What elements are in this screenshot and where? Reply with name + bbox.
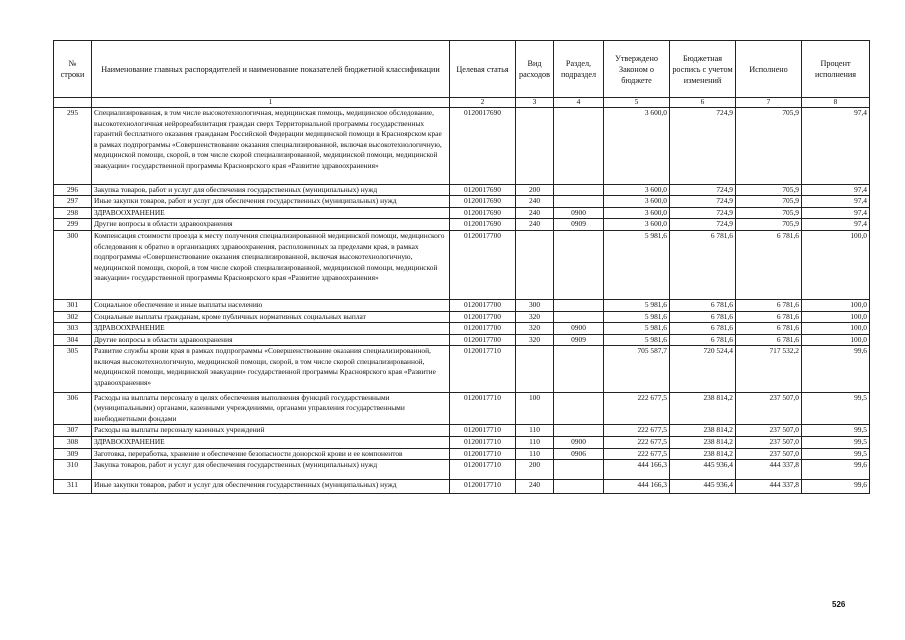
expense-type-cell: 200 xyxy=(516,460,554,480)
column-number: 2 xyxy=(450,98,516,108)
row-number-cell: 304 xyxy=(54,334,92,346)
row-number-cell: 310 xyxy=(54,460,92,480)
approved-cell: 444 166,3 xyxy=(604,460,670,480)
percent-cell: 97,4 xyxy=(802,108,870,185)
table-row xyxy=(54,334,870,346)
section-cell xyxy=(554,311,604,323)
target-article-cell: 0120017710 xyxy=(450,448,516,460)
executed-cell: 6 781,6 xyxy=(736,323,802,335)
column-number xyxy=(54,98,92,108)
row-name-cell: Расходы на выплаты персоналу казенных учреждений xyxy=(92,425,450,437)
table-row xyxy=(54,392,870,425)
table-row xyxy=(54,196,870,208)
header-percent: Процент исполнения xyxy=(802,41,870,98)
row-name-cell: Расходы на выплаты персоналу в целях обеспечения выполнения функций государственными (муниципальными) органами, казенными учреждениями, органами управления государственными внебюджетными фондами xyxy=(92,392,450,425)
header-expense-type: Вид расходов xyxy=(516,41,554,98)
column-number: 5 xyxy=(604,98,670,108)
row-name-cell: Закупка товаров, работ и услуг для обеспечения государственных (муниципальных) нужд xyxy=(92,460,450,480)
approved-cell: 5 981,6 xyxy=(604,323,670,335)
percent-cell: 100,0 xyxy=(802,334,870,346)
table-row xyxy=(54,311,870,323)
executed-cell: 717 532,2 xyxy=(736,346,802,392)
section-cell xyxy=(554,346,604,392)
target-article-cell: 0120017710 xyxy=(450,437,516,449)
budget-list-cell: 6 781,6 xyxy=(670,299,736,311)
target-article-cell: 0120017700 xyxy=(450,334,516,346)
executed-cell: 705,9 xyxy=(736,108,802,185)
column-number: 3 xyxy=(516,98,554,108)
expense-type-cell: 110 xyxy=(516,425,554,437)
table-header-row xyxy=(54,41,870,98)
percent-cell: 99,5 xyxy=(802,448,870,460)
row-name-cell: Другие вопросы в области здравоохранения xyxy=(92,334,450,346)
approved-cell: 222 677,5 xyxy=(604,392,670,425)
header-approved: Утверждено Законом о бюджете xyxy=(604,41,670,98)
executed-cell: 6 781,6 xyxy=(736,311,802,323)
budget-execution-table xyxy=(53,40,870,494)
expense-type-cell xyxy=(516,346,554,392)
approved-cell: 222 677,5 xyxy=(604,448,670,460)
table-row xyxy=(54,323,870,335)
row-number-cell: 311 xyxy=(54,479,92,494)
budget-list-cell: 238 814,2 xyxy=(670,448,736,460)
row-name-cell: Заготовка, переработка, хранение и обеспечение безопасности донорской крови и ее компонентов xyxy=(92,448,450,460)
row-number-cell: 303 xyxy=(54,323,92,335)
row-name-cell: Развитие службы крови края в рамках подпрограммы «Совершенствование оказания специализированной, включая высокотехнологичную, медицинской помощи, скорой, в том числе скорой специализированной, медицинской помощи, медицинской эвакуации» государственной программы Красноярского края «Развитие здравоохранения» xyxy=(92,346,450,392)
expense-type-cell: 240 xyxy=(516,196,554,208)
column-number: 1 xyxy=(92,98,450,108)
section-cell xyxy=(554,479,604,494)
approved-cell: 5 981,6 xyxy=(604,230,670,299)
expense-type-cell xyxy=(516,230,554,299)
target-article-cell: 0120017700 xyxy=(450,230,516,299)
column-number: 7 xyxy=(736,98,802,108)
section-cell xyxy=(554,230,604,299)
executed-cell: 237 507,0 xyxy=(736,392,802,425)
row-number-cell: 306 xyxy=(54,392,92,425)
percent-cell: 99,6 xyxy=(802,346,870,392)
row-number-cell: 305 xyxy=(54,346,92,392)
expense-type-cell: 300 xyxy=(516,299,554,311)
target-article-cell: 0120017710 xyxy=(450,460,516,480)
table-row xyxy=(54,108,870,185)
section-cell: 0909 xyxy=(554,219,604,231)
row-number-cell: 307 xyxy=(54,425,92,437)
header-section: Раздел, подраздел xyxy=(554,41,604,98)
executed-cell: 705,9 xyxy=(736,184,802,196)
executed-cell: 237 507,0 xyxy=(736,425,802,437)
row-name-cell: Компенсация стоимости проезда к месту получения специализированной медицинской помощи, медицинского обследования к обратно в организациях здравоохранения, расположенных за пределами края, в рамках подпрограммы «Совершенствование оказания специализированной, включая высокотехнологичную, медицинской помощи, скорой, в том числе скорой специализированной, медицинской помощи, медицинской эвакуации» государственной программы Красноярского края «Развитие здравоохранения» xyxy=(92,230,450,299)
target-article-cell: 0120017690 xyxy=(450,207,516,219)
executed-cell: 6 781,6 xyxy=(736,230,802,299)
row-number-cell: 298 xyxy=(54,207,92,219)
approved-cell: 5 981,6 xyxy=(604,299,670,311)
percent-cell: 99,5 xyxy=(802,425,870,437)
budget-list-cell: 6 781,6 xyxy=(670,230,736,299)
row-name-cell: Социальные выплаты гражданам, кроме публичных нормативных социальных выплат xyxy=(92,311,450,323)
table-row xyxy=(54,207,870,219)
row-name-cell: ЗДРАВООХРАНЕНИЕ xyxy=(92,323,450,335)
target-article-cell: 0120017710 xyxy=(450,346,516,392)
approved-cell: 5 981,6 xyxy=(604,334,670,346)
approved-cell: 444 166,3 xyxy=(604,479,670,494)
target-article-cell: 0120017710 xyxy=(450,479,516,494)
executed-cell: 237 507,0 xyxy=(736,437,802,449)
budget-list-cell: 445 936,4 xyxy=(670,479,736,494)
section-cell: 0906 xyxy=(554,448,604,460)
row-name-cell: Другие вопросы в области здравоохранения xyxy=(92,219,450,231)
section-cell xyxy=(554,460,604,480)
section-cell xyxy=(554,184,604,196)
executed-cell: 444 337,8 xyxy=(736,460,802,480)
table-row xyxy=(54,479,870,494)
row-name-cell: Социальное обеспечение и иные выплаты населению xyxy=(92,299,450,311)
expense-type-cell: 320 xyxy=(516,311,554,323)
budget-list-cell: 724,9 xyxy=(670,196,736,208)
percent-cell: 99,6 xyxy=(802,479,870,494)
header-name: Наименование главных распорядителей и наименование показателей бюджетной классификации xyxy=(92,41,450,98)
row-number-cell: 301 xyxy=(54,299,92,311)
row-name-cell: Закупка товаров, работ и услуг для обеспечения государственных (муниципальных) нужд xyxy=(92,184,450,196)
expense-type-cell: 240 xyxy=(516,219,554,231)
budget-list-cell: 6 781,6 xyxy=(670,334,736,346)
budget-list-cell: 724,9 xyxy=(670,108,736,185)
section-cell: 0900 xyxy=(554,207,604,219)
page-number: 526 xyxy=(832,600,846,609)
executed-cell: 237 507,0 xyxy=(736,448,802,460)
budget-list-cell: 724,9 xyxy=(670,207,736,219)
budget-list-cell: 724,9 xyxy=(670,219,736,231)
percent-cell: 100,0 xyxy=(802,230,870,299)
approved-cell: 3 600,0 xyxy=(604,184,670,196)
executed-cell: 705,9 xyxy=(736,219,802,231)
target-article-cell: 0120017710 xyxy=(450,392,516,425)
target-article-cell: 0120017690 xyxy=(450,196,516,208)
approved-cell: 5 981,6 xyxy=(604,311,670,323)
column-number: 4 xyxy=(554,98,604,108)
section-cell xyxy=(554,299,604,311)
executed-cell: 705,9 xyxy=(736,196,802,208)
table-row xyxy=(54,448,870,460)
percent-cell: 99,5 xyxy=(802,392,870,425)
executed-cell: 6 781,6 xyxy=(736,299,802,311)
approved-cell: 222 677,5 xyxy=(604,425,670,437)
section-cell: 0900 xyxy=(554,437,604,449)
target-article-cell: 0120017700 xyxy=(450,311,516,323)
column-number: 6 xyxy=(670,98,736,108)
section-cell xyxy=(554,392,604,425)
budget-list-cell: 238 814,2 xyxy=(670,392,736,425)
row-number-cell: 309 xyxy=(54,448,92,460)
row-name-cell: ЗДРАВООХРАНЕНИЕ xyxy=(92,207,450,219)
row-name-cell: Иные закупки товаров, работ и услуг для обеспечения государственных (муниципальных) нужд xyxy=(92,196,450,208)
expense-type-cell: 200 xyxy=(516,184,554,196)
target-article-cell: 0120017690 xyxy=(450,219,516,231)
header-budget-list: Бюджетная роспись с учетом изменений xyxy=(670,41,736,98)
header-target-article: Целевая статья xyxy=(450,41,516,98)
column-number: 8 xyxy=(802,98,870,108)
target-article-cell: 0120017700 xyxy=(450,323,516,335)
row-number-cell: 296 xyxy=(54,184,92,196)
approved-cell: 3 600,0 xyxy=(604,207,670,219)
target-article-cell: 0120017700 xyxy=(450,299,516,311)
percent-cell: 100,0 xyxy=(802,311,870,323)
executed-cell: 444 337,8 xyxy=(736,479,802,494)
percent-cell: 99,6 xyxy=(802,460,870,480)
section-cell xyxy=(554,196,604,208)
expense-type-cell: 240 xyxy=(516,479,554,494)
budget-list-cell: 6 781,6 xyxy=(670,323,736,335)
target-article-cell: 0120017710 xyxy=(450,425,516,437)
table-row xyxy=(54,437,870,449)
percent-cell: 97,4 xyxy=(802,207,870,219)
target-article-cell: 0120017690 xyxy=(450,108,516,185)
row-number-cell: 300 xyxy=(54,230,92,299)
percent-cell: 100,0 xyxy=(802,299,870,311)
table-row xyxy=(54,219,870,231)
percent-cell: 99,5 xyxy=(802,437,870,449)
budget-list-cell: 6 781,6 xyxy=(670,311,736,323)
percent-cell: 100,0 xyxy=(802,323,870,335)
expense-type-cell xyxy=(516,108,554,185)
percent-cell: 97,4 xyxy=(802,219,870,231)
row-name-cell: ЗДРАВООХРАНЕНИЕ xyxy=(92,437,450,449)
row-number-cell: 299 xyxy=(54,219,92,231)
table-row xyxy=(54,230,870,299)
approved-cell: 222 677,5 xyxy=(604,437,670,449)
executed-cell: 6 781,6 xyxy=(736,334,802,346)
header-executed: Исполнено xyxy=(736,41,802,98)
header-row-number: № строки xyxy=(54,41,92,98)
row-number-cell: 308 xyxy=(54,437,92,449)
row-number-cell: 295 xyxy=(54,108,92,185)
approved-cell: 3 600,0 xyxy=(604,196,670,208)
row-number-cell: 297 xyxy=(54,196,92,208)
expense-type-cell: 100 xyxy=(516,392,554,425)
section-cell: 0909 xyxy=(554,334,604,346)
percent-cell: 97,4 xyxy=(802,184,870,196)
budget-list-cell: 445 936,4 xyxy=(670,460,736,480)
budget-list-cell: 238 814,2 xyxy=(670,425,736,437)
approved-cell: 3 600,0 xyxy=(604,108,670,185)
budget-report-page xyxy=(53,40,869,494)
table-row xyxy=(54,460,870,480)
row-name-cell: Иные закупки товаров, работ и услуг для обеспечения государственных (муниципальных) нужд xyxy=(92,479,450,494)
section-cell xyxy=(554,425,604,437)
row-name-cell: Специализированная, в том числе высокотехнологичная, медицинская помощь, медицинское обследование, высокотехнологичная нейрореабилитация граждан сверх Территориальной программы государственных гарантий бесплатного оказания гражданам Российской Федерации медицинской помощи в Красноярском крае в рамках подпрограммы «Совершенствование оказания специализированной, включая высокотехнологичную, медицинской помощи, скорой, в том числе скорой специализированной, медицинской помощи, медицинской эвакуации» государственной программы Красноярского края «Развитие здравоохранения» xyxy=(92,108,450,185)
target-article-cell: 0120017690 xyxy=(450,184,516,196)
approved-cell: 705 587,7 xyxy=(604,346,670,392)
budget-list-cell: 724,9 xyxy=(670,184,736,196)
table-row xyxy=(54,346,870,392)
expense-type-cell: 110 xyxy=(516,448,554,460)
table-row xyxy=(54,299,870,311)
row-number-cell: 302 xyxy=(54,311,92,323)
expense-type-cell: 320 xyxy=(516,323,554,335)
section-cell: 0900 xyxy=(554,323,604,335)
budget-list-cell: 720 524,4 xyxy=(670,346,736,392)
executed-cell: 705,9 xyxy=(736,207,802,219)
section-cell xyxy=(554,108,604,185)
expense-type-cell: 110 xyxy=(516,437,554,449)
expense-type-cell: 320 xyxy=(516,334,554,346)
column-number-row xyxy=(54,98,870,108)
budget-list-cell: 238 814,2 xyxy=(670,437,736,449)
table-row xyxy=(54,425,870,437)
table-row xyxy=(54,184,870,196)
percent-cell: 97,4 xyxy=(802,196,870,208)
approved-cell: 3 600,0 xyxy=(604,219,670,231)
expense-type-cell: 240 xyxy=(516,207,554,219)
